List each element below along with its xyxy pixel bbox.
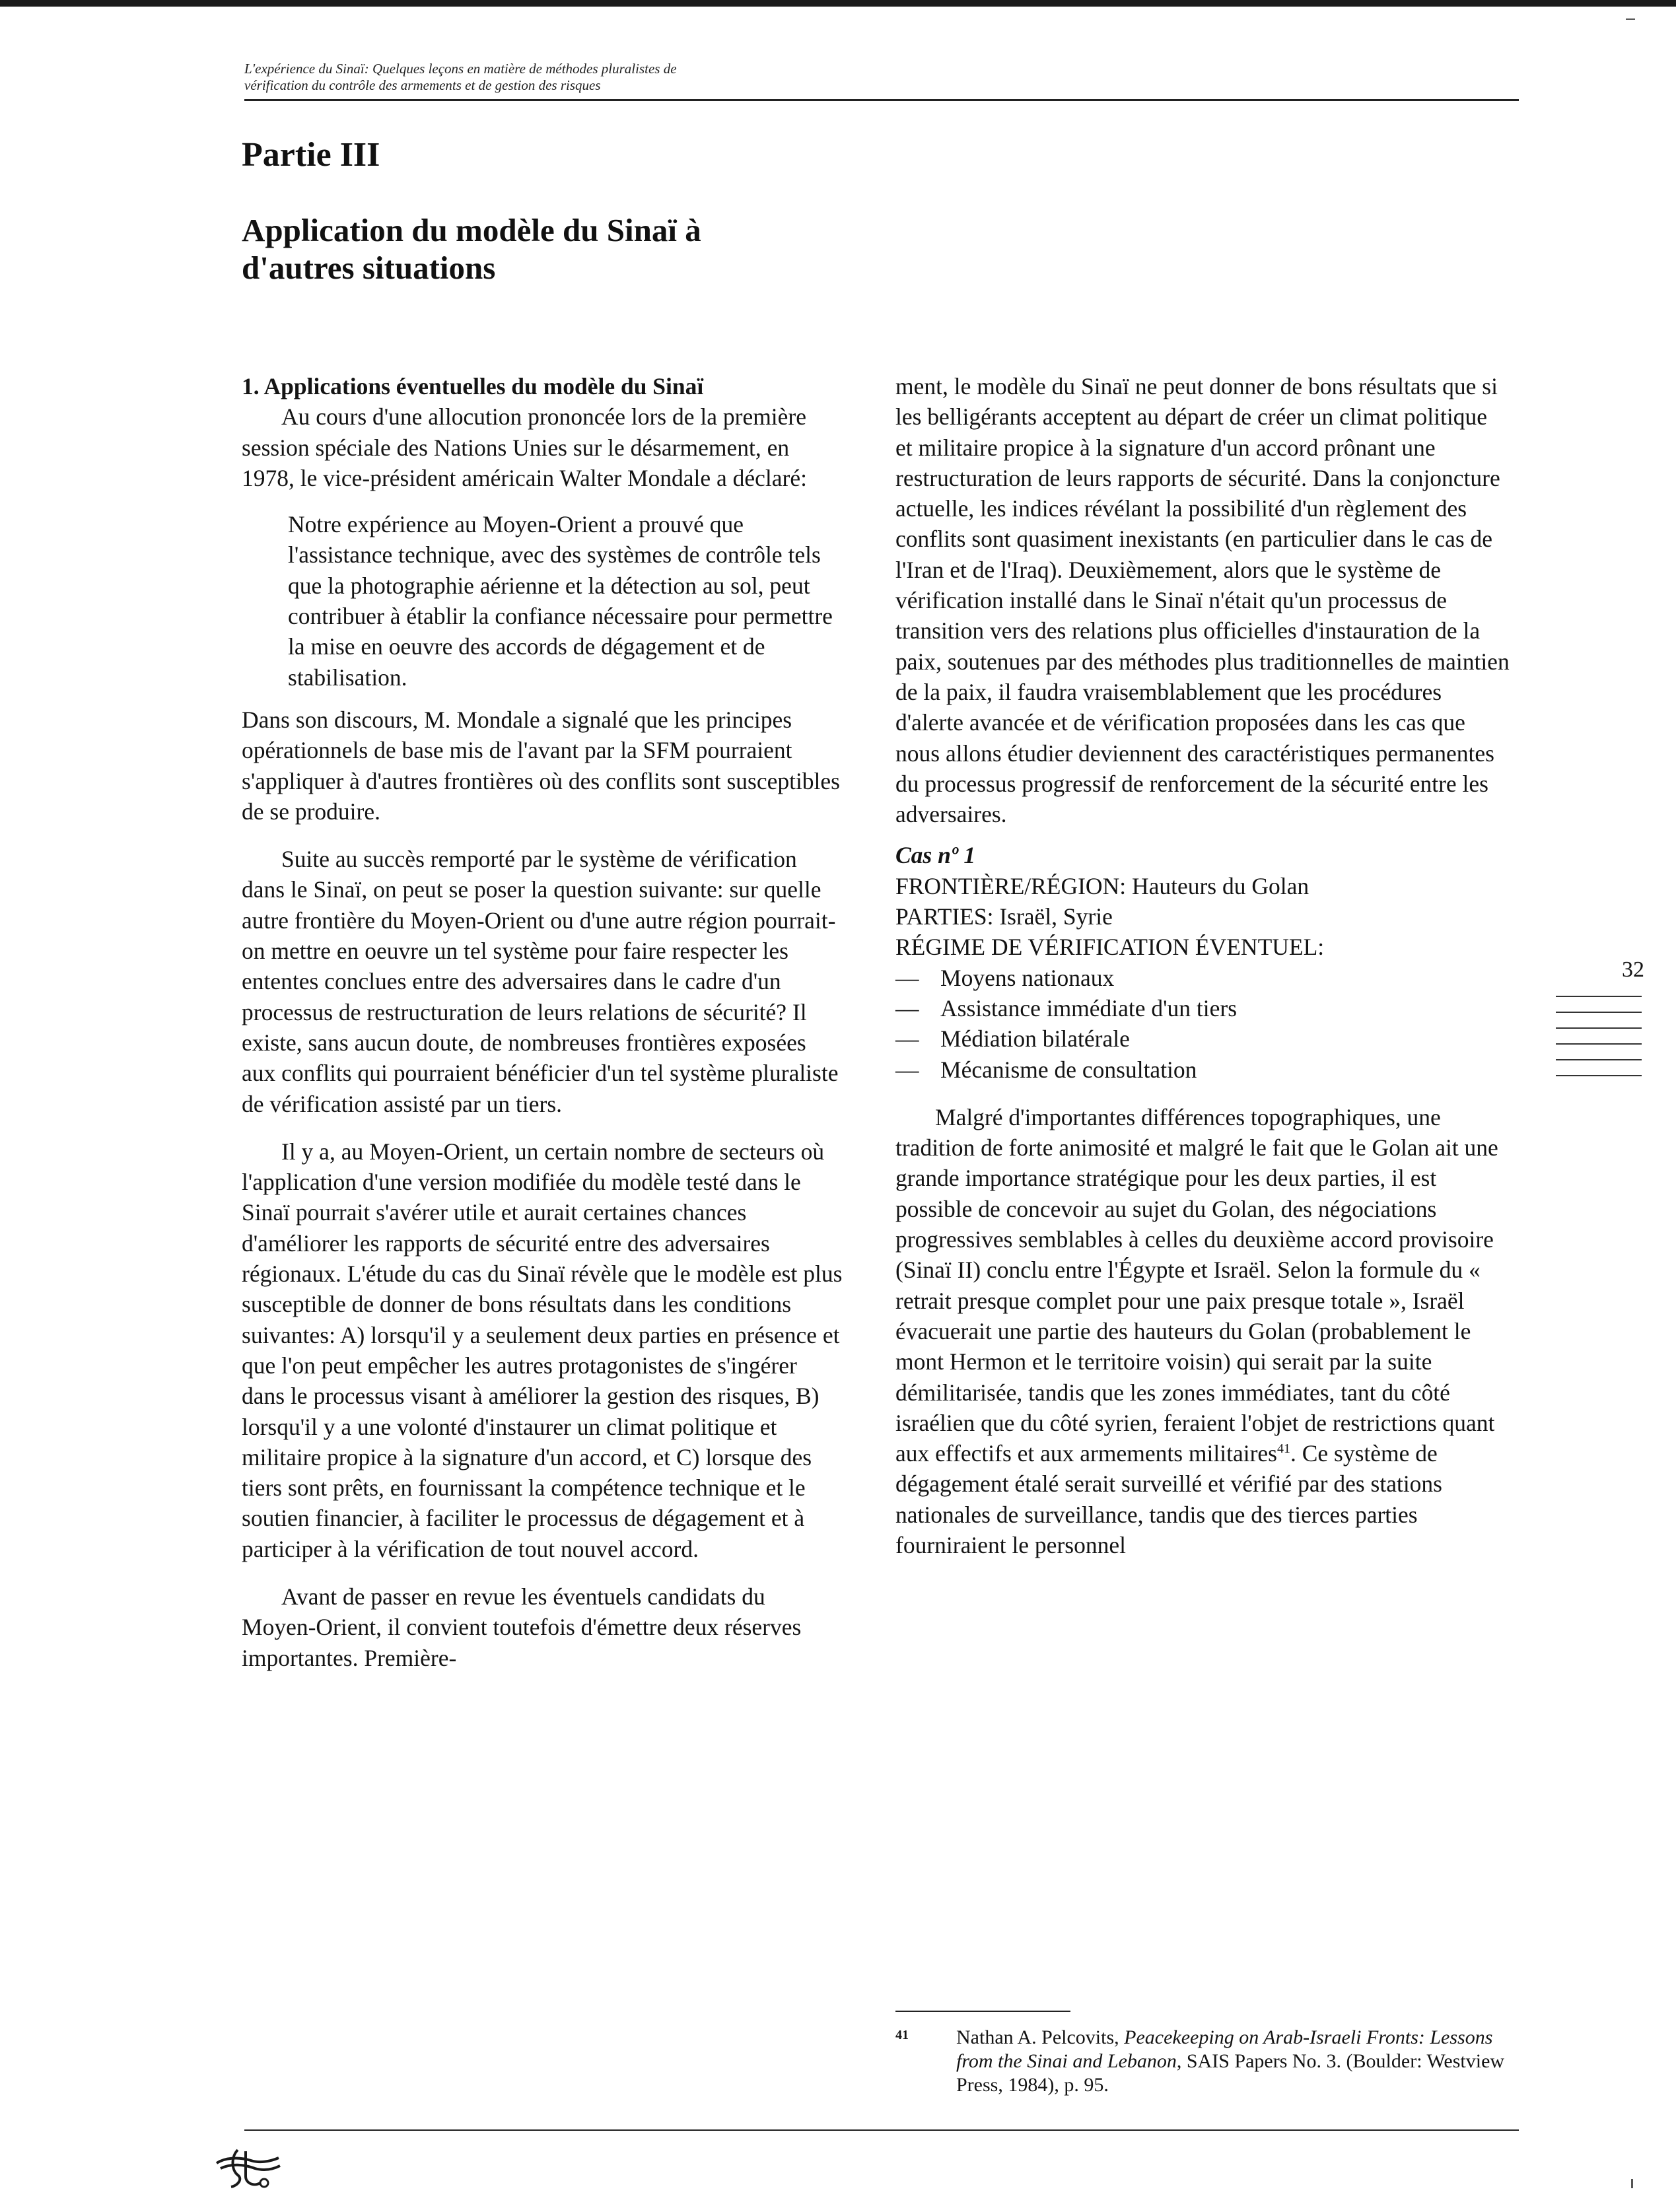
footnote-text [956,2026,1510,2097]
publisher-logo-icon [211,2143,284,2191]
top-border-line [0,0,1676,7]
paragraph: Il y a, au Moyen-Orient, un certain nombre de secteurs où l'application d'une version modifiée du modèle testé dans le Sinaï pourrait s'avérer utile et aurait certaines chances d'améliorer les rapports de sécurité entre des adversaires régionaux. L'étude du cas du Sinaï révèle que le modèle est plus susceptible de donner de bons résultats dans les conditions suivantes: A) lorsqu'il y a seulement deux parties en présence et que l'on peut empêcher les autres protagonistes de s'ingérer dans le processus visant à améliorer la gestion des risques, B) lorsqu'il y a une volonté d'instaurer un climat politique et militaire propice à la signature d'un accord, et C) lorsque des tiers sont prêts, en fournissant la compétence technique et le soutien financier, à faciliter le processus de dégagement et à participer à la vérification de tout nouvel accord. [242,1138,843,1562]
paragraph-text: . Ce système de dégagement étalé serait surveillé et vérifié par des stations nationales de surveillance, tandis que des tierces parties fourniraient le personnel [895,1440,1442,1558]
margin-rule [1556,1027,1642,1029]
case-heading: Cas nº 1 [895,842,976,869]
margin-rule [1556,1043,1642,1045]
margin-rule [1556,996,1642,997]
paragraph: Avant de passer en revue les éventuels candidats du Moyen-Orient, il convient toutefois d'émettre deux réserves importantes. Première- [242,1583,802,1671]
paragraph [895,1102,1510,1560]
case-frontier: FRONTIÈRE/RÉGION: Hauteurs du Golan [895,872,1309,899]
footnote-rule [895,2011,1070,2012]
left-column [242,371,843,1673]
paragraph: Dans son discours, M. Mondale a signalé que les principes opérationnels de base mis de l'avant par la SFM pourraient s'appliquer à d'autres frontières où des conflits sont susceptibles de se produire. [242,706,840,825]
regime-list [895,963,1510,1085]
footnote-title: Peacekeeping on Arab-Israeli Fronts: Lessons from the Sinai and Lebanon [956,2026,1493,2072]
part-label: Partie III [242,136,380,174]
right-column [895,371,1510,1560]
section-heading: 1. Applications éventuelles du modèle du Sinaï [242,373,704,399]
footnote-rest: , SAIS Papers No. 3. (Boulder: Westview Press, 1984), p. 95. [956,2050,1505,2096]
case-parties: PARTIES: Israël, Syrie [895,903,1113,930]
footnote-author: Nathan A. Pelcovits, [956,2026,1125,2048]
footnote [895,2026,1510,2097]
paragraph: Suite au succès remporté par le système de vérification dans le Sinaï, on peut se poser la question suivante: sur quelle autre frontière du Moyen-Orient ou d'une autre région pourrait-on mettre en oeuvre un tel système pour faire respecter les ententes conclues entre des adversaires dans le cadre d'un processus de restructuration de leurs relations de sécurité? Il existe, sans aucun doute, de nombreuses frontières exposées aux conflits qui pourraient bénéficier d'un tel système pluraliste de vérification assisté par un tiers. [242,846,839,1117]
footnote-number: 41 [895,2028,909,2042]
chapter-title-line1: Application du modèle du Sinaï à [242,212,701,248]
header-rule [244,99,1519,101]
list-item: — Assistance immédiate d'un tiers [895,993,1510,1023]
margin-rule [1556,1012,1642,1013]
paragraph-text: Malgré d'importantes différences topographiques, une tradition de forte animosité et malgré le fait que le Golan ait une grande importance stratégique pour les deux parties, il est possible de concevoir au sujet du Golan, des négociations progressives semblables à celles du deuxième accord provisoire (Sinaï II) conclu entre l'Égypte et Israël. Selon la formule du « retrait presque complet pour une paix presque totale », Israël évacuerait une partie des hauteurs du Golan (probablement le mont Hermon et le territoire voisin) qui serait par la suite démilitarisée, tandis que les zones immédiates, tant du côté israélien que du côté syrien, feraient l'objet de restrictions quant aux effectifs et aux armements militaires [895,1103,1498,1467]
list-item: — Médiation bilatérale [895,1023,1510,1054]
scan-mark [1626,18,1635,20]
running-header-line2: vérification du contrôle des armements et de gestion des risques [244,77,601,93]
paragraph: Au cours d'une allocution prononcée lors de la première session spéciale des Nations Unies sur le désarmement, en 1978, le vice-président américain Walter Mondale a déclaré: [242,403,807,491]
list-item: — Mécanisme de consultation [895,1054,1510,1085]
block-quote: Notre expérience au Moyen-Orient a prouvé que l'assistance technique, avec des systèmes de contrôle tels que la photographie aérienne et la détection au sol, peut contribuer à établir la confiance nécessaire pour permettre la mise en oeuvre des accords de dégagement et de stabilisation. [288,511,833,691]
list-item: — Moyens nationaux [895,963,1510,993]
margin-rule [1556,1059,1642,1060]
case-regime: RÉGIME DE VÉRIFICATION ÉVENTUEL: [895,934,1325,961]
running-header [244,61,1235,94]
chapter-title-line2: d'autres situations [242,250,496,286]
margin-rule [1556,1075,1642,1076]
running-header-line1: L'expérience du Sinaï: Quelques leçons en matière de méthodes pluralistes de [244,61,677,77]
page-number: 32 [1622,957,1644,982]
scan-mark [1631,2179,1633,2188]
footnote-reference[interactable]: 41 [1276,1441,1290,1457]
margin-rules [1556,996,1642,1091]
paragraph: ment, le modèle du Sinaï ne peut donner de bons résultats que si les belligérants acceptent au départ de créer un climat politique et militaire propice à la signature d'un accord prônant une restructuration de leurs rapports de sécurité. Dans la conjoncture actuelle, les indices révélant la possibilité d'un règlement des conflits sont quasiment inexistants (en particulier dans le cas de l'Iran et de l'Iraq). Deuxièmement, alors que le système de vérification installé dans le Sinaï n'était qu'un processus de transition vers des relations plus officielles d'instauration de la paix, soutenues par des méthodes plus traditionnelles de maintien de la paix, il faudra vraisemblablement que les procédures d'alerte avancée et de vérification proposées dans les cas que nous allons étudier deviennent des caractéristiques permanentes du processus progressif de renforcement de la sécurité entre les adversaires. [895,373,1510,828]
bottom-rule [244,2129,1519,2131]
chapter-title [242,211,1034,287]
